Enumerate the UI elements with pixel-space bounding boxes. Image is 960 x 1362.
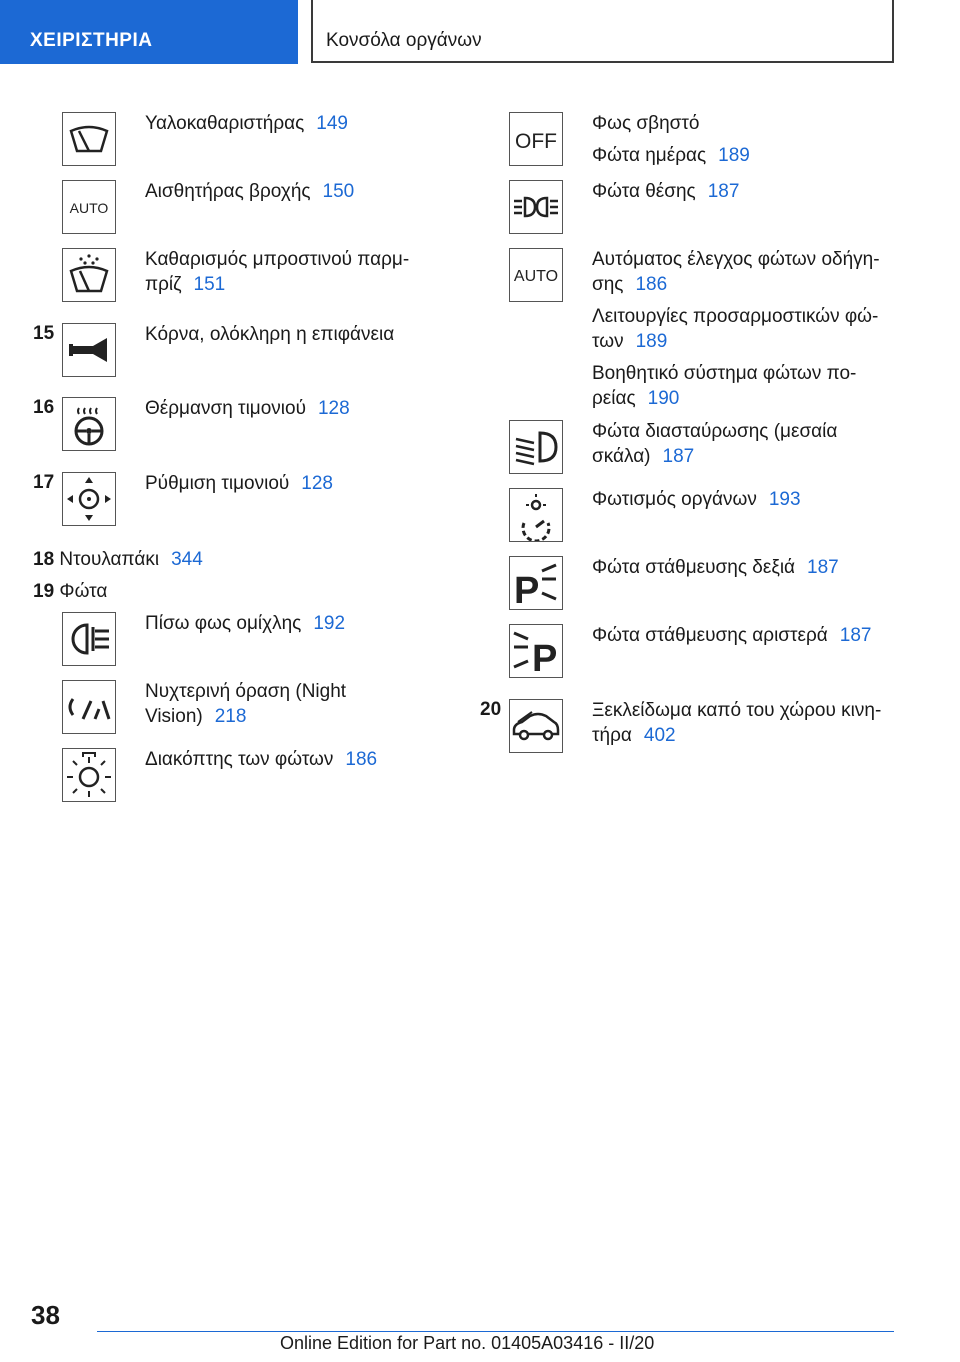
light-switch-icon (62, 748, 116, 802)
low-beam-icon (509, 420, 563, 474)
footer-divider (97, 1331, 894, 1332)
page-link[interactable]: 402 (643, 725, 676, 746)
page-link[interactable]: 190 (647, 388, 680, 409)
list-item: 19 Φώτα (33, 581, 108, 602)
page-link[interactable]: 128 (301, 473, 333, 494)
parking-light-right-icon (509, 556, 563, 610)
page-link[interactable]: 186 (635, 274, 668, 295)
wiper-icon (62, 112, 116, 166)
list-item: Κόρνα, ολόκληρη η επιφάνεια (145, 324, 395, 345)
rear-fog-light-icon (62, 612, 116, 666)
auto-headlight-icon-label: AUTO (513, 268, 559, 285)
parking-lights-icon (509, 180, 563, 234)
section-title: ΧΕΙΡΙΣΤΗΡΙΑ (30, 30, 153, 51)
auto-icon-label: AUTO (69, 200, 109, 216)
list-item: Διακόπτης των φώτων 186 (145, 749, 378, 770)
page-link[interactable]: 218 (214, 706, 247, 727)
list-item: Αυτόματος έλεγχος φώτων οδήγη- σης 186 Λειτουργίες προσαρμοστικών φώ- των 189 Βοηθητικό σύστημα φώτων πο- ρείας 190 (592, 249, 880, 409)
list-item: Θέρμανση τιμονιού 128 (145, 398, 350, 419)
list-item: Ξεκλείδωμα καπό του χώρου κινη- τήρα 402 (592, 700, 882, 746)
list-item: Φωτισμός οργάνων 193 (592, 489, 801, 510)
item-number: 19 (33, 581, 55, 602)
page-link[interactable]: 151 (193, 274, 226, 295)
off-icon (509, 112, 563, 166)
steering-wheel-heating-icon (62, 397, 116, 451)
auto-headlight-icon (509, 248, 563, 302)
item-number: 20 (480, 699, 502, 720)
item-number: 15 (33, 323, 55, 344)
page-link[interactable]: 128 (317, 398, 350, 419)
svg-text:P: P (532, 638, 558, 677)
page-link[interactable]: 187 (839, 625, 872, 646)
item-number: 16 (33, 397, 55, 418)
list-item: Φώτα διασταύρωσης (μεσαία σκάλα) 187 (592, 421, 838, 467)
list-item: Φώτα στάθμευσης αριστερά 187 (592, 625, 872, 646)
night-vision-icon (62, 680, 116, 734)
page-link[interactable]: 193 (768, 489, 801, 510)
page-link[interactable]: 187 (662, 446, 695, 467)
instrument-lighting-icon (509, 488, 563, 542)
list-item: Πίσω φως ομίχλης 192 (145, 613, 346, 634)
list-item: Ρύθμιση τιμονιού 128 (145, 473, 333, 494)
page-number: 38 (31, 1300, 60, 1330)
page-link[interactable]: 187 (707, 181, 740, 202)
section-tab (0, 0, 298, 64)
footer-edition: Online Edition for Part no. 01405A03416 - II/20 (280, 1333, 655, 1353)
page-link[interactable]: 189 (635, 331, 668, 352)
off-icon-label: OFF (515, 130, 557, 153)
list-item: Φως σβηστό Φώτα ημέρας 189 (592, 113, 750, 166)
list-item: Φώτα στάθμευσης δεξιά 187 (592, 557, 839, 578)
item-number: 18 (33, 549, 55, 570)
auto-icon (62, 180, 116, 234)
chapter-title: Κονσόλα οργάνων (326, 30, 482, 51)
item-number: 17 (33, 472, 55, 493)
list-item: Αισθητήρας βροχής 150 (145, 181, 355, 202)
svg-text:P: P (514, 570, 540, 609)
list-item: Υαλοκαθαριστήρας 149 (145, 113, 348, 134)
hood-release-icon (509, 699, 563, 753)
page-link[interactable]: 187 (807, 557, 839, 578)
windshield-washer-icon (62, 248, 116, 302)
page-link[interactable]: 186 (345, 749, 378, 770)
page-link[interactable]: 192 (313, 613, 346, 634)
steering-wheel-adjust-icon (62, 472, 116, 526)
list-item: 18 Ντουλαπάκι 344 (33, 549, 203, 570)
chapter-header (311, 0, 894, 63)
page-link[interactable]: 150 (322, 181, 355, 202)
page-link[interactable]: 189 (718, 145, 750, 166)
list-item: Νυχτερινή όραση (Night Vision) 218 (145, 681, 347, 727)
list-item: Καθαρισμός μπροστινού παρμ- πρίζ 151 (145, 249, 410, 295)
parking-light-left-icon (509, 624, 563, 678)
horn-icon (62, 323, 116, 377)
page-link[interactable]: 344 (171, 549, 203, 570)
list-item: Φώτα θέσης 187 (592, 181, 740, 202)
page-link[interactable]: 149 (316, 113, 348, 134)
